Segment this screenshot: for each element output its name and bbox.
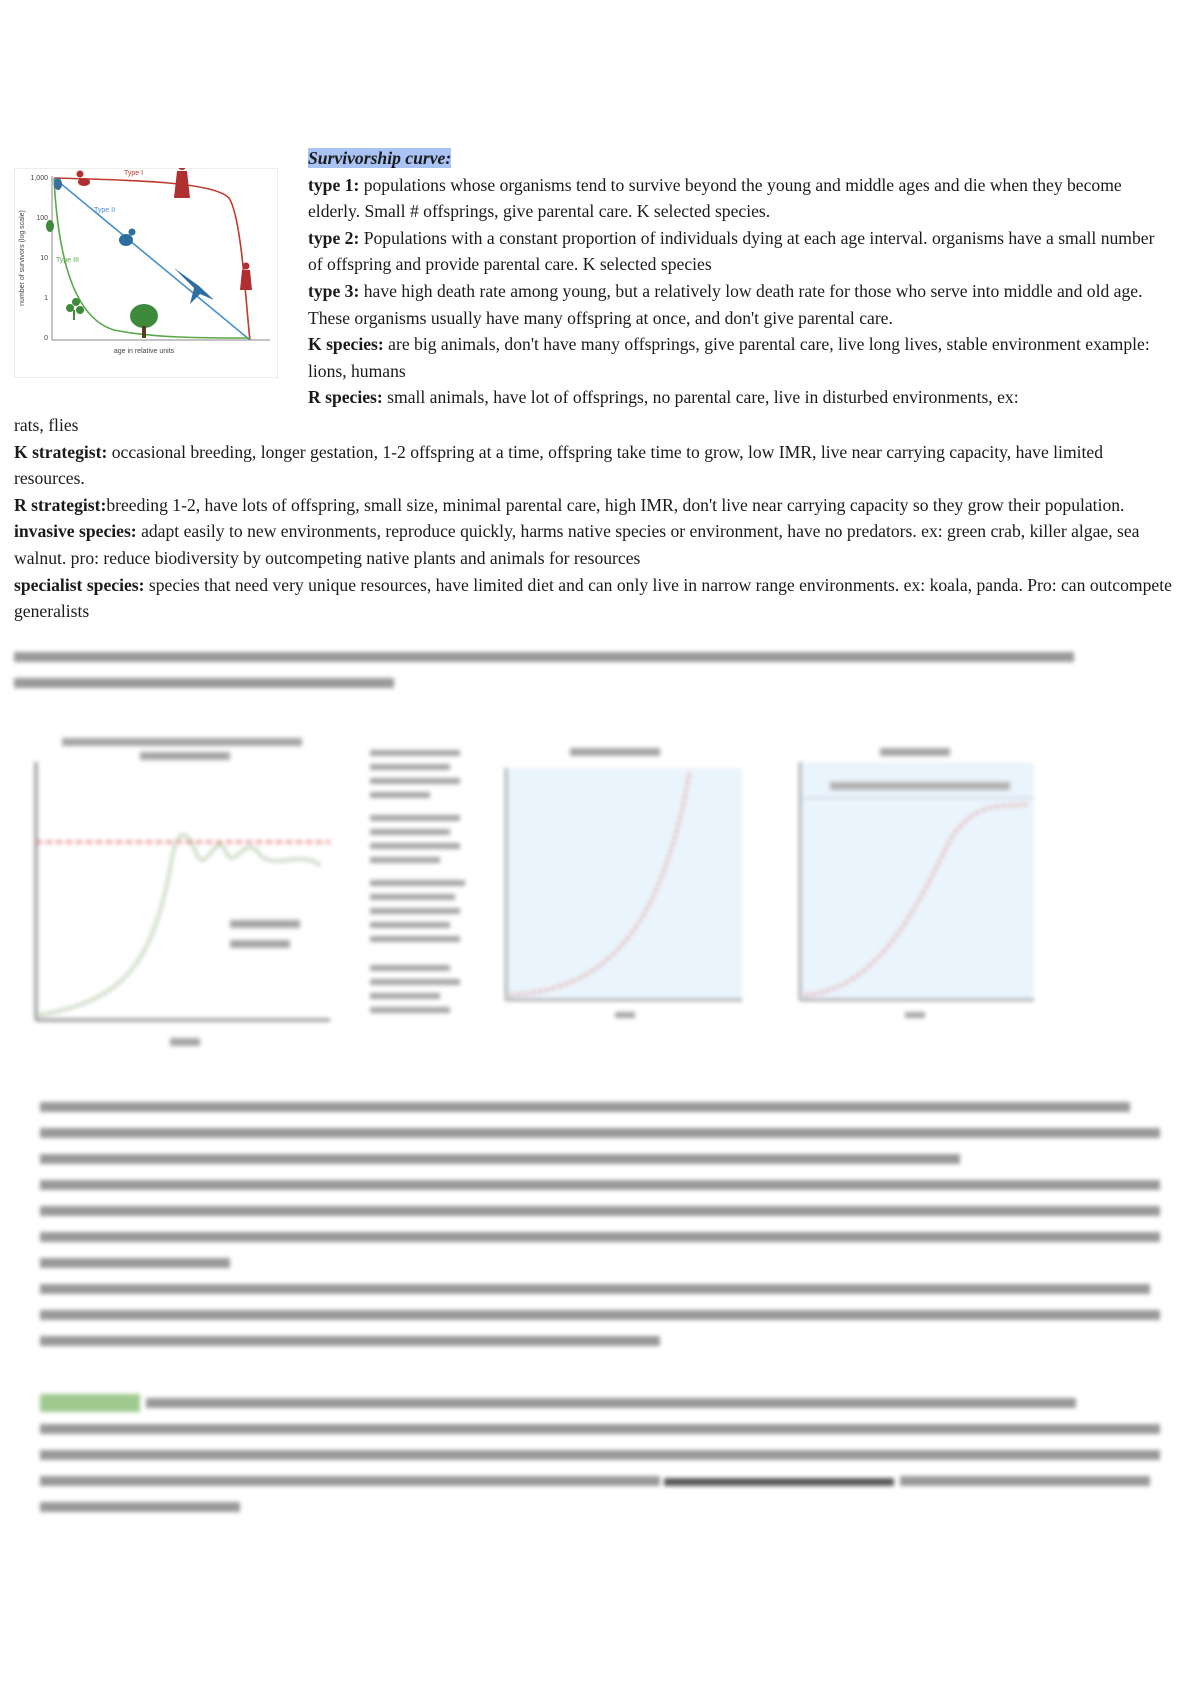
biodiversity-paragraph — [40, 1394, 1160, 1512]
population-growth-paragraph — [40, 1102, 1160, 1346]
type1-label: Type I — [124, 170, 144, 177]
side-notes — [370, 750, 465, 1013]
exponential-growth-figure — [506, 748, 742, 1018]
blurred-content — [0, 640, 1192, 1520]
x-axis-label: age in relative units — [113, 348, 175, 355]
rspecies-continued: rats, flies — [14, 415, 79, 435]
carrying-capacity-figure — [36, 738, 330, 1046]
type2-paragraph: type 2: Populations with a constant proportion of individuals dying at each age interval. organisms have a small number of offspring and provide parental care. K selected species — [308, 227, 1155, 275]
survivorship-section — [308, 145, 1168, 411]
egg-icon — [54, 178, 62, 190]
ytick-100: 100 — [36, 215, 48, 222]
ytick-10: 10 — [40, 255, 48, 262]
type1-paragraph: type 1: populations whose organisms tend to survive beyond the young and middle ages and die when they become elderly. Small # offsprings, give parental care. K selected species. — [308, 174, 1122, 222]
logistic-growth-figure — [800, 748, 1034, 1018]
type2-label: Type II — [94, 207, 116, 214]
ytick-1000: 1,000 — [30, 175, 48, 182]
survivorship-figure — [14, 168, 278, 378]
r-strategist-paragraph: R strategist:breeding 1-2, have lots of offspring, small size, minimal parental care, high IMR, don't live near carrying capacity so they grow their population. — [14, 494, 1125, 515]
rspecies-paragraph: R species: small animals, have lot of offsprings, no parental care, live in disturbed environments, ex: — [308, 387, 1019, 408]
type3-label: Type III — [56, 257, 79, 264]
invasive-paragraph: invasive species: adapt easily to new environments, reproduce quickly, harms native species or environment, have no predators. ex: green crab, killer algae, sea walnut. pro: reduce biodiversity by outcompeting native plants and animals for resources — [14, 521, 1140, 568]
k-strategist-paragraph: K strategist: occasional breeding, longer gestation, 1-2 offspring at a time, offspring take time to grow, low IMR, live near carrying capacity, have limited resources. — [14, 441, 1104, 489]
y-axis-label: number of survivors (log scale) — [19, 210, 26, 306]
strategist-section — [14, 412, 1174, 625]
section-title: Survivorship curve: — [308, 148, 452, 168]
ytick-1: 1 — [44, 295, 48, 302]
kspecies-paragraph: K species: are big animals, don't have many offsprings, give parental care, live long lives, stable environment example: lions, humans — [308, 334, 1150, 381]
specialist-paragraph: specialist species: species that need very unique resources, have limited diet and can only live in narrow range environments. ex: koala, panda. Pro: can outcompete generalists — [14, 574, 1172, 622]
type3-paragraph: type 3: have high death rate among young, but a relatively low death rate for those who serve into middle and old age. These organisms usually have many offspring at once, and don't give parental care. — [308, 280, 1143, 328]
sprout-icon — [46, 220, 54, 232]
ytick-0: 0 — [44, 335, 48, 342]
